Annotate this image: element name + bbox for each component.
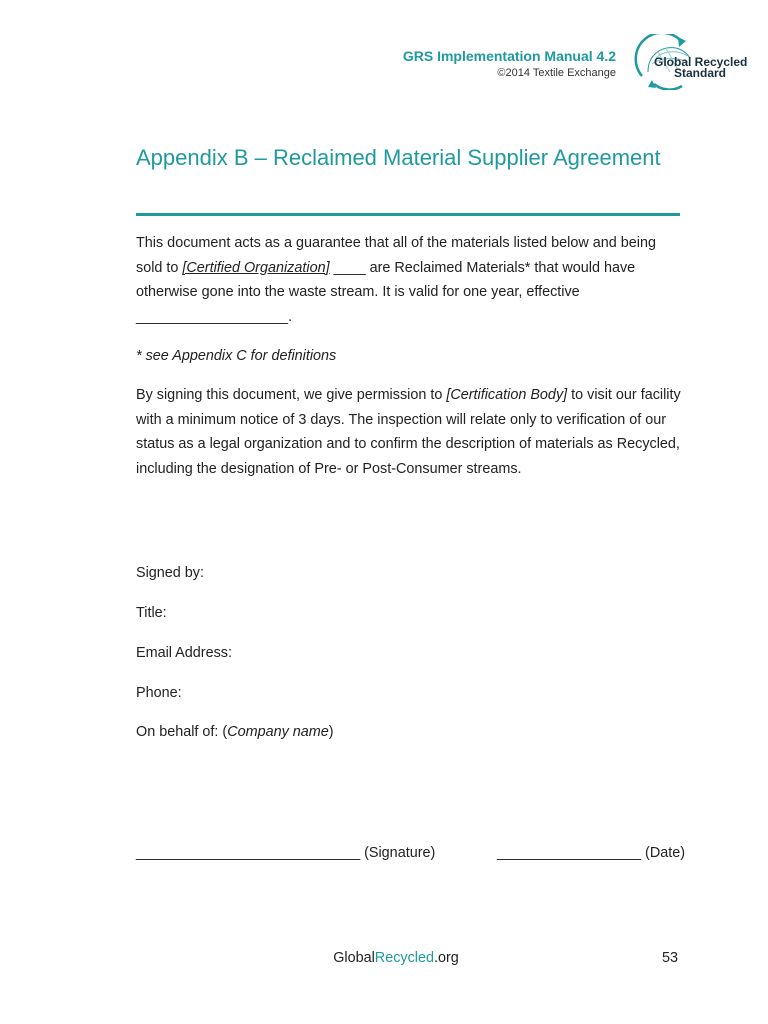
permission-text-start: By signing this document, we give permission to [136, 387, 447, 403]
on-behalf-suffix: ) [328, 724, 334, 740]
logo-line2: Standard [674, 66, 727, 80]
guarantee-text-end: ____ are Reclaimed Materials* that would have otherwise gone into the waste stream. It is valid for one year, effective ___________________. [136, 259, 636, 325]
signature-line: ____________________________ (Signature) [136, 845, 436, 861]
email-label: Email Address: [136, 645, 232, 661]
logo-line1: Global Recycled [654, 55, 748, 69]
footer-site-part2: Recycled [374, 950, 434, 966]
copyright: ©2014 Textile Exchange [497, 67, 616, 79]
phone-label: Phone: [136, 685, 182, 701]
title-divider [136, 213, 680, 216]
title-label: Title: [136, 605, 167, 621]
on-behalf-prefix: On behalf of: ( [136, 724, 228, 740]
header [403, 47, 616, 81]
on-behalf-label [136, 722, 334, 742]
guarantee-paragraph [136, 231, 681, 329]
certification-body-placeholder: [Certification Body] [446, 387, 568, 403]
footer-site-part1: Global [333, 950, 375, 966]
signed-by-label: Signed by: [136, 565, 205, 581]
grs-logo [634, 34, 754, 90]
guarantee-text-start: This document acts as a guarantee that all of the materials listed below and being sold to [136, 235, 656, 276]
definitions-note: * see Appendix C for definitions [136, 348, 337, 364]
page-title: Appendix B – Reclaimed Material Supplier Agreement [136, 145, 661, 170]
company-name-placeholder: Company name [227, 724, 329, 740]
certified-organization-placeholder: [Certified Organization] [182, 259, 330, 276]
manual-title: GRS Implementation Manual 4.2 [402, 48, 616, 64]
logo-text [654, 57, 747, 79]
permission-text-end: to visit our facility with a minimum notice of 3 days. The inspection will relate only to verification of our status as a legal organization and to confirm the description of materials as Recycled, including the designation of Pre- or Post-Consumer streams. [136, 387, 681, 477]
footer-website [0, 948, 768, 968]
date-line: __________________ (Date) [497, 845, 686, 861]
footer-site-part3: .org [433, 950, 459, 966]
permission-paragraph [136, 383, 681, 481]
page-number: 53 [661, 950, 678, 966]
